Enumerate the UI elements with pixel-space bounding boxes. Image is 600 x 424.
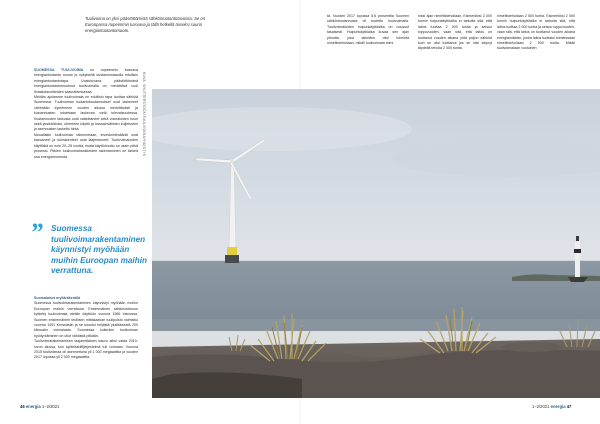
footer-left: [20, 404, 59, 409]
paragraph: Tuulivoimarakentamisen laajamittainen kasvu alkoi vasta 2010-luvun alussa, kun syöttötariffijärjestelmä tuli voimaan. Vuonna 2015 tuulivoimaa oli asennettuna yli 1 000 megawattia ja vuoden 2017 lopussa yli 2 000 megawattia.: [34, 339, 138, 360]
lead-paragraph: [34, 68, 138, 95]
photo-caption: Tuulivoima on yksi päästöttömistä sähköntuotantotavoista. Se on Euroopassa nopeimmin kasvava ja tällä hetkellä toiseksi suurin energiantuotantomuoto.: [85, 16, 206, 33]
page-number: 47: [566, 404, 572, 409]
footer-right: [532, 404, 571, 409]
magazine-name: energia: [25, 404, 41, 409]
wind-turbine-photo: [152, 89, 600, 398]
right-text-column-1: [327, 14, 409, 46]
paragraph: Suomessa tuulivoimarakentaminen käynnistyi myöhään muihin Euroopan maihin verrattuna. Ensimmäinen sähköverkkoon kytketty tuulivoimala otettiin käyttöön vuonna 1986 Inkoossa. Suomen ensimmäinen teollisen mittakaavan tuulipuisto valmistui vuonna 1991 Korsnäsiin ja se koostui neljästä yksittäisestä 200 kilowatin voimalasta. Suomessa kuitenkin tuulivoiman hyödyntäminen on ollut vähäistä pitkään.: [34, 301, 138, 338]
left-text-column-bottom: [34, 296, 138, 361]
paragraph: nimellistehollaan 2 500 tuntia. Esimerkiksi 2 000 tunnin huipunkäyttöaika ei tarkoita sitä, että laitos tuottaa 2 000 tuntia ja seisoo loppuvuoden, vaan sitä, että laitos on tuottanut vuoden aikana energiamäärän, jonka laitos tuottaisi toimiessaan nimellistehollaan 2 500 tuntia. Mikäli tuulivoimalaan vuotuinen: [497, 14, 575, 51]
lead-rest: on nopeimmin kasvava energiantuotanto muoto ja nykyisellä kustannustasolla edullisin energiantuotantotapa. Uusiutuvana, päästöttömänä energiantuotantomuotona tuulivoimalla on merkittävä rooli ilmastotavoitteiden saavuttamisessa.: [34, 68, 138, 94]
photo-credit: KUVA: SHUTTERSTOCK/TUULIVOIMAYHDISTYS: [142, 72, 146, 157]
paragraph: nissi ajan nimellistehollaan. Esimerkiksi 2 000 tunnin huipunkäyttöaika ei tarkoita sitä, että laitos tuottaa 2 000 tuntia ja seisoo loppuvuoden, vaan sitä, että laitos on tuottanut vuoden aikana yhtä paljon sähköä kuin se olisi tuottanut jos se olisi käynyt täydellä teholla 2 000 tuntia.: [418, 14, 492, 51]
quote-mark-icon: ”: [30, 218, 43, 247]
paragraph: tä. Vuoden 2017 lopussa 5,6 prosenttia Suomen sähköntuotannosta oli tuotettu tuulivoimalla. Tuulivoimaloiden huipunkäyttöaika on noussut tasaisesti. Huipunkäyttöaika kuvaa sen ajan pituutta, joka laitosten olisi toiminta nimellistehollaan, mikäli tuulivoimala toimi: [327, 14, 409, 46]
magazine-name: energia: [550, 404, 566, 409]
sub-heading: Suomalaiset mylläräkerällä: [34, 296, 81, 300]
photo-illustration: [152, 89, 600, 398]
quote-text: Suomessa tuulivoimarakentaminen käynnistyi myöhään muihin Euroopan maihin verrattuna.: [51, 224, 147, 276]
lead-head: SUOMESSA TUULIVOIMA: [34, 68, 84, 72]
issue-number: 1–2/2021: [41, 404, 60, 409]
issue-number: 1–2/2021: [532, 404, 550, 409]
right-text-column-2: [418, 14, 492, 52]
paragraph: Meidän ajoiamme tuulivoimala on edullisin tapa tuottaa sähköä Suomessa. Tuulivoiman tuotantokustannukset ovat laskeneet vähintään kymmenen vuoden aikana merkittävästi ja kustannusten odotetaan laskevan vielä tulevaisuudessa. Kustannusten laskusta ovat vaikuttaneet sekä voimaloiden koon sekä yksikkökoko, ohenteen käyttö ja kansainvälisten kuljetusten ja asennusten laskettu hinta.: [34, 95, 138, 132]
lighthouse-marker: [575, 241, 580, 277]
paragraph: Muuallakin tuulivoimaa rakennetaan, investointimäärät ovat kasvaneet ja tukirakenteet ovat laajentuneet. Tuulivoimaloiden käyttöikä on noin 20–25 vuotta, mutta käyttöönotto on usein pitkä prosessi. Pitkien tuulivoimahankkeiden rakentaminen on tärkeä osa energiamurrosta.: [34, 132, 138, 159]
right-text-column-3: [497, 14, 575, 52]
page-number: 46: [20, 404, 25, 409]
left-text-column: [34, 68, 138, 160]
